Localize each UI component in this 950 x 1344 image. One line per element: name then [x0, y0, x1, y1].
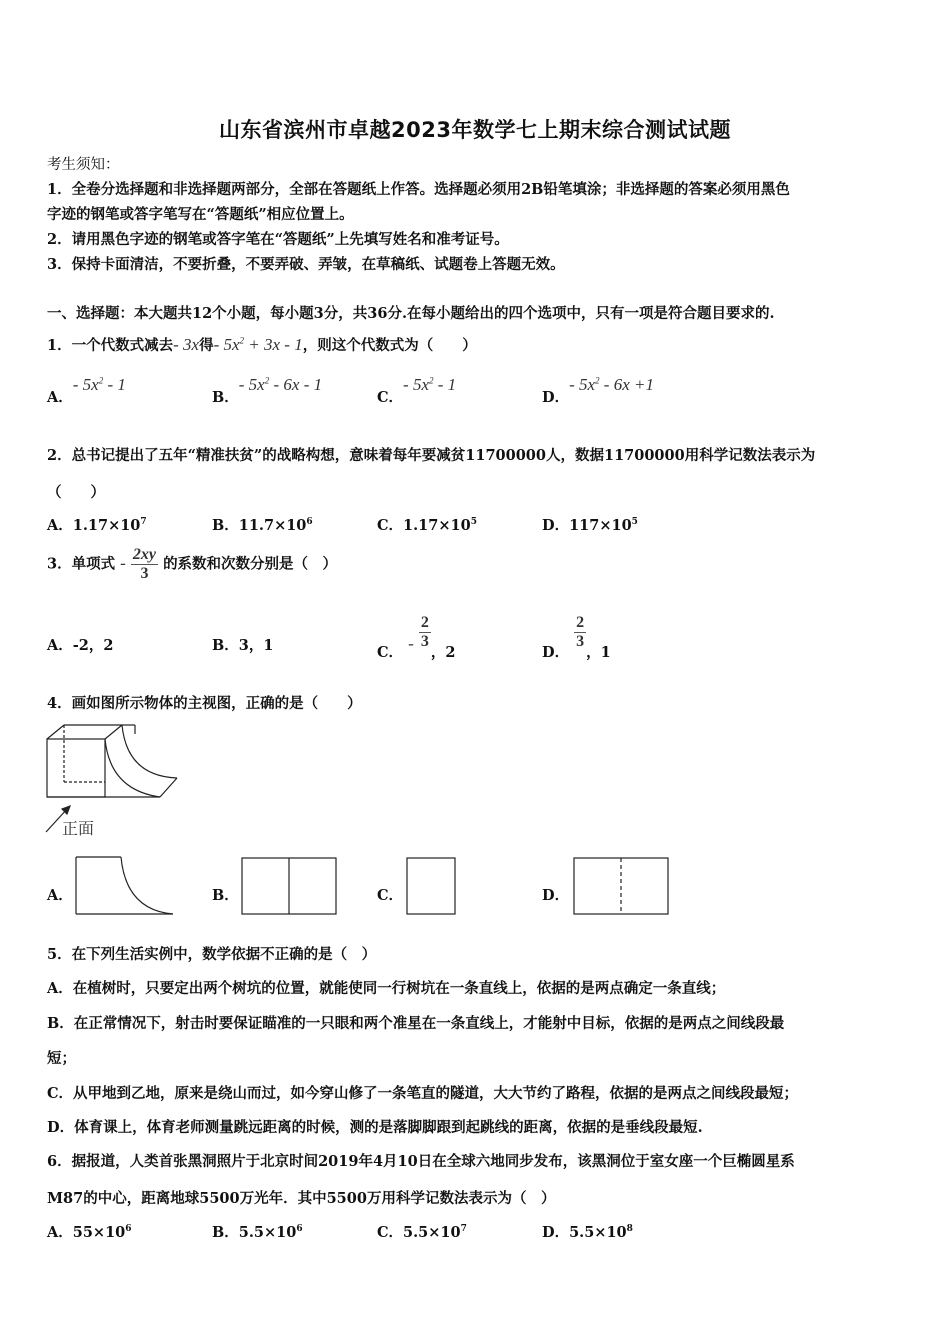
q1-option-a[interactable]	[47, 375, 126, 407]
q6-option-d-label: D．5.5×10	[542, 1224, 627, 1241]
q2-option-a-label: A．1.17×10	[47, 517, 141, 534]
q2-option-b[interactable]	[212, 514, 313, 535]
question-1-expr1: - 3x	[173, 335, 200, 354]
question-5: 5．在下列生活实例中，数学依据不正确的是（ ）	[47, 946, 377, 963]
question-3-denominator: 3	[140, 565, 149, 582]
q4-option-b[interactable]: B．	[212, 887, 239, 904]
q1-option-d-expr-a: - 5x	[569, 375, 596, 394]
q6-option-c-exp: 7	[460, 1224, 467, 1235]
q3-option-c-denominator: 3	[420, 633, 429, 650]
question-3-pre: 3．单项式	[47, 555, 116, 573]
q2-option-d-exp: 5	[631, 517, 638, 528]
q3-option-d[interactable]	[542, 606, 611, 661]
q1-option-a-exp: 2	[98, 375, 104, 386]
q4-front-label: 正面	[62, 819, 95, 838]
q3-option-a[interactable]: A．-2，2	[47, 637, 114, 654]
q1-option-d-exp: 2	[595, 375, 600, 386]
q2-option-c-exp: 5	[470, 517, 477, 528]
question-3	[47, 546, 337, 583]
q1-option-a-label: A．	[47, 389, 73, 406]
question-3-neg: -	[120, 553, 126, 573]
q1-option-b-exp: 2	[264, 375, 270, 386]
notice-item-1-cont: 字迹的钢笔或答字笔写在“答题纸”相应位置上。	[47, 206, 354, 223]
q3-option-c-label: C．	[377, 643, 404, 661]
q3-option-c[interactable]	[377, 606, 456, 661]
notice-item-1: 1．全卷分选择题和非选择题两部分，全部在答题纸上作答。选择题必须用2B铅笔填涂；非选择题的答案必须用黑色	[47, 181, 790, 198]
q5-option-c[interactable]: C．从甲地到乙地，原来是绕山而过，如今穿山修了一条笔直的隧道，大大节约了路程，依据的是两点之间线段最短；	[47, 1085, 799, 1102]
question-2: 2．总书记提出了五年“精准扶贫”的战略构想，意味着每年要减贫11700000人，数据11700000用科学记数法表示为	[47, 447, 816, 464]
q6-option-d[interactable]	[542, 1221, 633, 1242]
q4-option-d[interactable]: D．	[542, 887, 570, 904]
q4-option-c[interactable]: C．	[377, 887, 404, 904]
q5-option-b[interactable]: B．在正常情况下，射击时要保证瞄准的一只眼和两个准星在一条直线上，才能射中目标，依据的是两点之间线段最	[47, 1015, 785, 1032]
q2-option-d-label: D．117×10	[542, 517, 632, 534]
question-1-expr2-b: + 3x - 1	[244, 335, 303, 354]
section-heading: 一、选择题：本大题共12个小题，每小题3分，共36分.在每小题给出的四个选项中，只有一项是符合题目要求的.	[47, 305, 775, 322]
q5-option-b-cont[interactable]: 短；	[47, 1050, 76, 1067]
q2-option-c-label: C．1.17×10	[377, 517, 471, 534]
notice-item-2: 2．请用黑色字迹的钢笔或答字笔在“答题纸”上先填写姓名和准考证号。	[47, 231, 509, 248]
q1-option-c-expr-b: - 1	[433, 375, 457, 394]
q3-option-d-label: D．	[542, 643, 570, 661]
question-3-numerator: 2xy	[132, 546, 156, 563]
question-1-mid: 得	[199, 337, 214, 354]
page-title: 山东省滨州市卓越2023年数学七上期末综合测试试题	[219, 118, 731, 142]
q6-option-d-exp: 8	[626, 1224, 633, 1235]
q2-option-d[interactable]	[542, 514, 638, 535]
question-1	[47, 334, 477, 355]
question-1-post: ，则这个代数式为（ ）	[302, 337, 477, 354]
q1-option-b-expr-b: - 6x - 1	[269, 375, 323, 394]
q1-option-a-expr-b: - 1	[103, 375, 126, 394]
q1-option-c-exp: 2	[429, 375, 434, 386]
q4-option-a-figure[interactable]	[74, 855, 176, 917]
question-6-cont: M87的中心，距离地球5500万光年．其中5500万用科学记数法表示为（ ）	[47, 1190, 556, 1207]
q3-option-b[interactable]: B．3，1	[212, 637, 274, 654]
q1-option-d-expr-b: - 6x +1	[599, 375, 654, 394]
q5-option-d[interactable]: D．体育课上，体育老师测量跳远距离的时候，测的是落脚脚跟到起跳线的距离，依据的是垂线段最短.	[47, 1119, 703, 1136]
q6-option-b-exp: 6	[296, 1224, 303, 1235]
question-1-pre: 1．一个代数式减去	[47, 337, 174, 354]
q6-option-c[interactable]	[377, 1221, 467, 1242]
q1-option-b-label: B．	[212, 389, 239, 406]
q4-option-c-figure[interactable]	[405, 856, 457, 916]
question-6: 6．据报道，人类首张黑洞照片于北京时间2019年4月10日在全球六地同步发布，该黑洞位于室女座一个巨椭圆星系	[47, 1153, 795, 1170]
q1-option-b[interactable]	[212, 375, 323, 407]
q2-option-a[interactable]	[47, 514, 147, 535]
question-1-expr2-a: - 5x	[213, 335, 240, 354]
q2-option-c[interactable]	[377, 514, 477, 535]
q1-option-c[interactable]	[377, 375, 457, 407]
question-1-exponent: 2	[239, 335, 245, 346]
notice-item-3: 3．保持卡面清洁，不要折叠，不要弄破、弄皱，在草稿纸、试题卷上答题无效。	[47, 256, 565, 273]
q1-option-b-expr-a: - 5x	[238, 375, 265, 394]
q6-option-a[interactable]	[47, 1221, 132, 1242]
q3-option-c-neg: -	[408, 633, 414, 653]
q6-option-b-label: B．5.5×10	[212, 1224, 297, 1241]
q4-option-a[interactable]: A．	[47, 887, 73, 904]
q3-option-d-fraction	[574, 614, 586, 651]
q4-option-d-figure[interactable]	[572, 856, 670, 916]
q1-option-c-expr-a: - 5x	[403, 375, 430, 394]
notice-heading: 考生须知：	[47, 157, 120, 173]
q4-option-b-figure[interactable]	[240, 856, 338, 916]
question-4: 4．画如图所示物体的主视图，正确的是（ ）	[47, 695, 362, 712]
q2-option-b-label: B．11.7×10	[212, 517, 307, 534]
question-1-expr2	[214, 335, 303, 354]
q3-option-d-numerator: 2	[576, 614, 585, 631]
q6-option-a-label: A．55×10	[47, 1224, 126, 1241]
q3-option-c-numerator: 2	[420, 614, 429, 631]
q3-option-c-fraction	[419, 614, 431, 651]
q1-option-c-label: C．	[377, 389, 404, 406]
q1-option-d-label: D．	[542, 389, 570, 406]
q6-option-a-exp: 6	[125, 1224, 132, 1235]
q6-option-b[interactable]	[212, 1221, 303, 1242]
q5-option-a[interactable]: A．在植树时，只要定出两个树坑的位置，就能使同一行树坑在一条直线上，依据的是两点确定一条直线；	[47, 980, 726, 997]
q3-option-d-rest: ，1	[586, 643, 611, 661]
q3-option-d-denominator: 3	[576, 633, 585, 650]
q6-option-c-label: C．5.5×10	[377, 1224, 461, 1241]
q2-option-a-exp: 7	[140, 517, 147, 528]
q1-option-a-expr-a: - 5x	[72, 375, 99, 394]
q3-option-c-rest: ，2	[430, 643, 456, 661]
q1-option-d[interactable]	[542, 375, 654, 407]
question-3-post: 的系数和次数分别是（ ）	[163, 555, 338, 573]
question-3-fraction	[131, 546, 158, 583]
question-2-cont: （ ）	[47, 484, 105, 501]
q2-option-b-exp: 6	[306, 517, 313, 528]
